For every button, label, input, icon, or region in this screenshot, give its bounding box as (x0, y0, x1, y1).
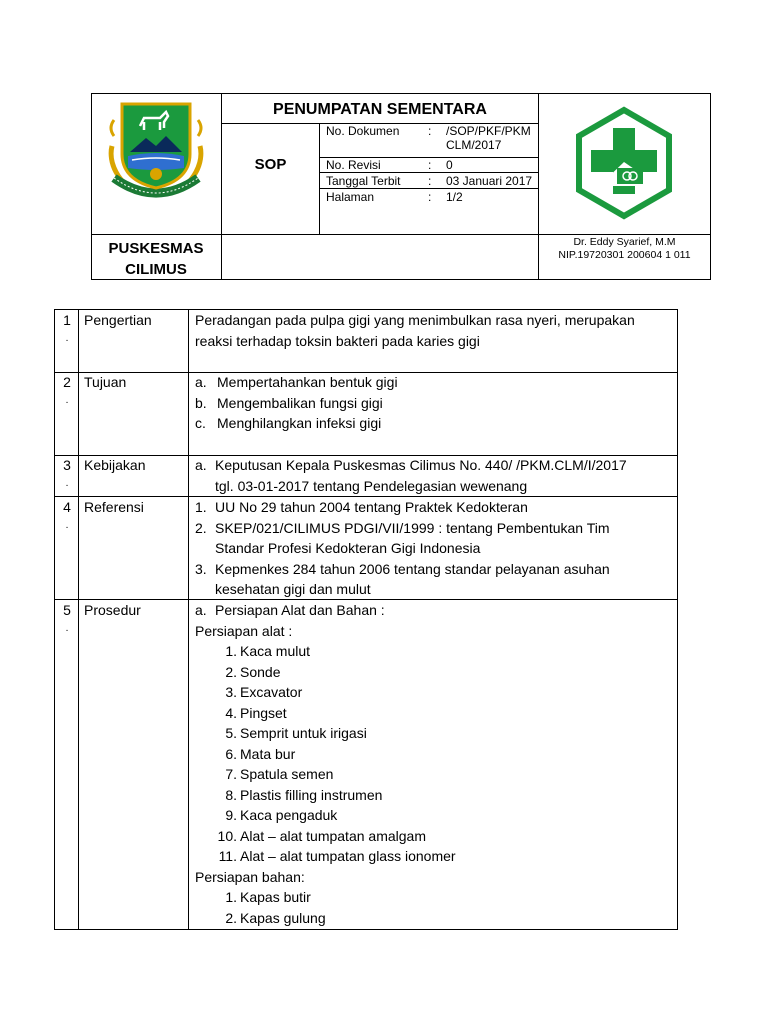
document-type: SOP (254, 156, 287, 173)
list-item: UU No 29 tahun 2004 tentang Praktek Kedokteran (215, 499, 528, 515)
list-marker: c. (195, 415, 206, 431)
section-dot: . (65, 623, 69, 634)
section-label-kebijakan: Kebijakan (84, 457, 146, 473)
list-item: Sonde (240, 663, 281, 680)
section-dot: . (65, 395, 69, 406)
list-item: Spatula semen (240, 766, 334, 782)
list-item: Kapas gulung (240, 909, 326, 926)
list-item: Menghilangkan infeksi gigi (217, 415, 382, 431)
divider (221, 93, 222, 280)
list-item: Excavator (240, 684, 303, 700)
meta-value-doc-no-2: CLM/2017 (446, 138, 502, 152)
list-item: Plastis filling instrumen (240, 786, 383, 803)
list-marker: 3. (225, 684, 237, 700)
section-label-referensi: Referensi (84, 499, 144, 515)
list-marker: 1. (225, 643, 237, 659)
list-item: Mengembalikan fungsi gigi (217, 394, 383, 411)
list-marker: 2. (195, 519, 207, 536)
divider (319, 188, 538, 189)
list-marker: 2. (225, 909, 237, 926)
section-label-prosedur: Prosedur (84, 602, 141, 618)
list-marker: 11. (218, 848, 237, 864)
list-item: Mata bur (240, 745, 296, 762)
list-item: tgl. 03-01-2017 tentang Pendelegasian wewenang (215, 477, 528, 494)
meta-value-page: 1/2 (446, 190, 463, 204)
subheading-alat: Persiapan alat : (195, 622, 293, 639)
subheading-bahan: Persiapan bahan: (195, 868, 305, 885)
section-label-pengertian: Pengertian (84, 312, 152, 328)
organization-line-2: CILIMUS (125, 261, 187, 278)
meta-label-issue-date: Tanggal Terbit (326, 174, 401, 188)
list-item: SKEP/021/CILIMUS PDGI/VII/1999 : tentang Pembentukan Tim (215, 519, 610, 536)
divider (188, 309, 189, 930)
section-dot: . (65, 333, 69, 344)
list-marker: 9. (225, 807, 237, 823)
section-text: reaksi terhadap toksin bakteri pada karies gigi (195, 332, 480, 349)
section-text: Peradangan pada pulpa gigi yang menimbulkan rasa nyeri, merupakan (195, 312, 635, 328)
meta-value-revision: 0 (446, 158, 453, 172)
list-marker: a. (195, 457, 207, 473)
list-marker: 3. (195, 560, 207, 577)
meta-label-revision: No. Revisi (326, 158, 381, 172)
section-number: 3 (63, 457, 71, 473)
divider (319, 123, 320, 234)
list-item: Standar Profesi Kedokteran Gigi Indonesia (215, 540, 481, 556)
section-number: 5 (63, 602, 71, 618)
list-item: Kepmenkes 284 tahun 2006 tentang standar pelayanan asuhan (215, 560, 610, 577)
list-item: Keputusan Kepala Puskesmas Cilimus No. 440/ /PKM.CLM/I/2017 (215, 457, 627, 473)
list-marker: 4. (225, 704, 237, 721)
list-marker: 1. (195, 499, 207, 515)
meta-value-issue-date: 03 Januari 2017 (446, 174, 533, 188)
list-item: Kaca mulut (240, 643, 311, 659)
list-marker: b. (195, 394, 207, 411)
divider (78, 309, 79, 930)
document-title: PENUMPATAN SEMENTARA (273, 101, 487, 118)
puskesmas-logo-icon (573, 106, 675, 220)
divider (319, 172, 538, 173)
signer-nip: NIP.19720301 200604 1 011 (558, 249, 691, 261)
list-marker: 7. (225, 766, 237, 782)
section-number: 2 (63, 374, 71, 390)
list-item: Pingset (240, 704, 287, 721)
signer-name: Dr. Eddy Syarief, M.M (573, 236, 676, 248)
signer-block (538, 236, 711, 262)
divider (91, 234, 711, 235)
list-marker: a. (195, 374, 207, 390)
regional-emblem-icon (104, 96, 208, 204)
list-item: kesehatan gigi dan mulut (215, 581, 371, 597)
list-item: Kaca pengaduk (240, 807, 338, 823)
meta-label-doc-no: No. Dokumen (326, 124, 400, 138)
section-label-tujuan: Tujuan (84, 374, 127, 390)
meta-sep: : (428, 124, 432, 138)
meta-value-doc-no-1: /SOP/PKF/PKM (446, 124, 531, 138)
section-number: 1 (63, 312, 71, 328)
list-marker: 6. (225, 745, 237, 762)
meta-sep: : (428, 174, 432, 188)
list-marker: a. (195, 602, 207, 618)
procedure-heading: Persiapan Alat dan Bahan : (215, 602, 385, 618)
list-marker: 2. (225, 663, 237, 680)
list-item: Mempertahankan bentuk gigi (217, 374, 398, 390)
section-dot: . (65, 478, 69, 489)
section-dot: . (65, 520, 69, 531)
list-item: Semprit untuk irigasi (240, 725, 367, 741)
list-marker: 8. (225, 786, 237, 803)
meta-label-page: Halaman (326, 190, 375, 204)
list-item: Alat – alat tumpatan amalgam (240, 827, 426, 844)
list-marker: 1. (225, 889, 237, 905)
organization-line-1: PUSKESMAS (108, 240, 204, 257)
list-item: Kapas butir (240, 889, 311, 905)
list-item: Alat – alat tumpatan glass ionomer (240, 848, 456, 864)
meta-sep: : (428, 190, 432, 204)
section-number: 4 (63, 499, 71, 515)
organization-name (91, 238, 221, 280)
list-marker: 10. (217, 827, 237, 844)
list-marker: 5. (225, 725, 237, 741)
meta-sep: : (428, 158, 432, 172)
